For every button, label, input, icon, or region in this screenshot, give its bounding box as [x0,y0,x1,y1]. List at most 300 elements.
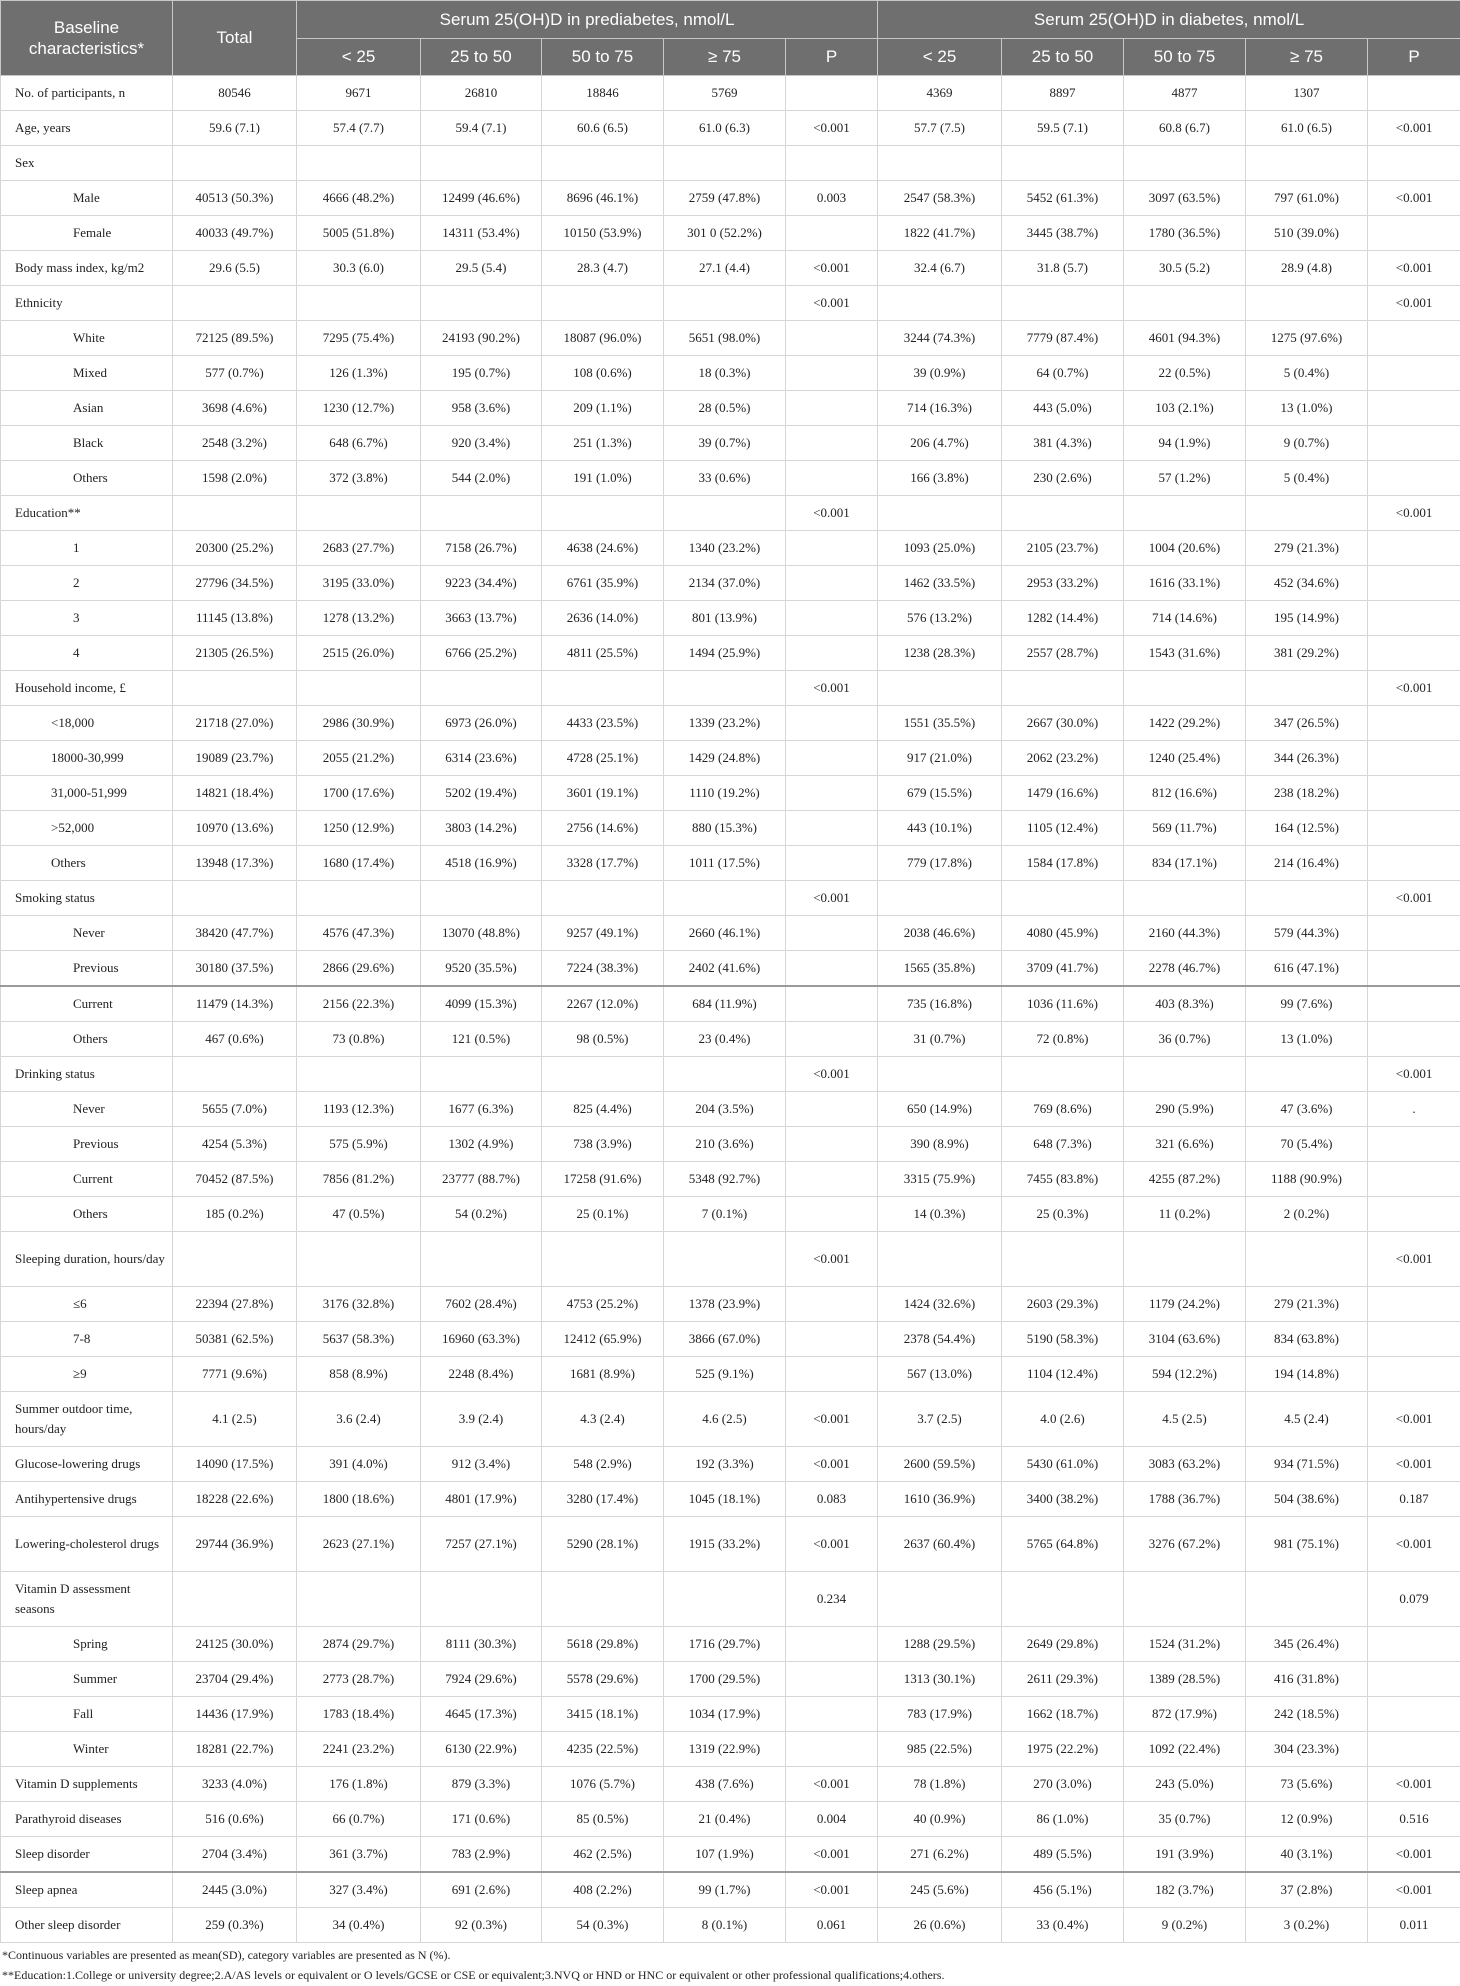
table-cell: 1238 (28.3%) [878,636,1002,671]
table-cell: <0.001 [786,251,878,286]
table-cell: 4518 (16.9%) [421,846,542,881]
table-cell: 1045 (18.1%) [664,1482,786,1517]
table-cell: 31.8 (5.7) [1002,251,1124,286]
table-cell [1002,1057,1124,1092]
table-cell: 0.061 [786,1908,878,1943]
table-cell [1246,1057,1368,1092]
table-cell: 1783 (18.4%) [297,1697,421,1732]
row-label: Male [1,181,173,216]
table-cell: 2683 (27.7%) [297,531,421,566]
table-cell: 31 (0.7%) [878,1022,1002,1057]
table-cell: 408 (2.2%) [542,1872,664,1908]
table-cell: 25 (0.1%) [542,1197,664,1232]
table-cell [1368,636,1460,671]
table-cell: <0.001 [1368,1872,1460,1908]
table-cell: 3276 (67.2%) [1124,1517,1246,1572]
table-cell [1368,321,1460,356]
table-cell: 390 (8.9%) [878,1127,1002,1162]
table-cell [786,776,878,811]
row-label: No. of participants, n [1,76,173,111]
table-cell: 489 (5.5%) [1002,1837,1124,1873]
table-cell: 4.5 (2.4) [1246,1392,1368,1447]
table-cell: <0.001 [1368,251,1460,286]
table-cell: 290 (5.9%) [1124,1092,1246,1127]
table-cell [542,1232,664,1287]
table-cell [786,1287,878,1322]
row-label: Vitamin D assessment seasons [1,1572,173,1627]
table-cell: 22 (0.5%) [1124,356,1246,391]
table-cell: 60.6 (6.5) [542,111,664,146]
table-cell: <0.001 [786,286,878,321]
table-cell: 259 (0.3%) [173,1908,297,1943]
table-cell [1368,741,1460,776]
table-cell: 1551 (35.5%) [878,706,1002,741]
table-row [1,356,1460,391]
table-cell: 40513 (50.3%) [173,181,297,216]
table-cell [421,671,542,706]
table-cell: 2660 (46.1%) [664,916,786,951]
header-pre-lt25: < 25 [297,39,421,76]
table-cell: 61.0 (6.3) [664,111,786,146]
header-group-prediabetes: Serum 25(OH)D in prediabetes, nmol/L [297,1,878,39]
table-cell: 1462 (33.5%) [878,566,1002,601]
table-cell: 18846 [542,76,664,111]
table-cell: 92 (0.3%) [421,1908,542,1943]
table-cell: 1780 (36.5%) [1124,216,1246,251]
table-cell: 3698 (4.6%) [173,391,297,426]
table-row [1,1092,1460,1127]
table-cell [1246,1572,1368,1627]
table-cell: 1616 (33.1%) [1124,566,1246,601]
table-cell: 21 (0.4%) [664,1802,786,1837]
table-cell: 510 (39.0%) [1246,216,1368,251]
table-cell: 107 (1.9%) [664,1837,786,1873]
table-cell: 1524 (31.2%) [1124,1627,1246,1662]
table-cell: 1700 (17.6%) [297,776,421,811]
table-cell: 1004 (20.6%) [1124,531,1246,566]
table-cell: 78 (1.8%) [878,1767,1002,1802]
table-cell: 2953 (33.2%) [1002,566,1124,601]
table-cell [1002,496,1124,531]
table-cell: 2756 (14.6%) [542,811,664,846]
table-cell: 9 (0.7%) [1246,426,1368,461]
table-cell: 5578 (29.6%) [542,1662,664,1697]
table-cell: 769 (8.6%) [1002,1092,1124,1127]
row-label: Others [1,1197,173,1232]
table-cell: 3.7 (2.5) [878,1392,1002,1447]
table-cell: 1800 (18.6%) [297,1482,421,1517]
table-cell: 14436 (17.9%) [173,1697,297,1732]
table-cell: 20300 (25.2%) [173,531,297,566]
table-cell: 185 (0.2%) [173,1197,297,1232]
table-cell: <0.001 [1368,1837,1460,1873]
table-cell [1368,1127,1460,1162]
table-cell: 4235 (22.5%) [542,1732,664,1767]
table-cell [786,1127,878,1162]
footnote-education: **Education:1.College or university degree;2.A/AS levels or equivalent or O levels/GCSE or CSE or equivalent;3.NVQ or HND or HNC or equivalent or other professional qualifications;4.others. [2,1968,945,1982]
table-cell: 23 (0.4%) [664,1022,786,1057]
table-cell [786,146,878,181]
table-cell: 1700 (29.5%) [664,1662,786,1697]
table-cell: 648 (7.3%) [1002,1127,1124,1162]
table-cell [542,1057,664,1092]
row-label: 18000-30,999 [1,741,173,776]
table-cell [421,1232,542,1287]
table-cell: <0.001 [786,881,878,916]
table-cell: 37 (2.8%) [1246,1872,1368,1908]
row-label: Mixed [1,356,173,391]
row-label: Black [1,426,173,461]
table-cell: 29.5 (5.4) [421,251,542,286]
table-cell [878,496,1002,531]
table-cell: 26810 [421,76,542,111]
table-cell: 504 (38.6%) [1246,1482,1368,1517]
table-row [1,881,1460,916]
table-cell: 98 (0.5%) [542,1022,664,1057]
table-cell: 5769 [664,76,786,111]
table-cell: 1240 (25.4%) [1124,741,1246,776]
row-label: Current [1,1162,173,1197]
table-cell: 779 (17.8%) [878,846,1002,881]
table-cell: 4433 (23.5%) [542,706,664,741]
table-cell [786,811,878,846]
table-cell: 1340 (23.2%) [664,531,786,566]
table-cell: 126 (1.3%) [297,356,421,391]
table-cell: 6130 (22.9%) [421,1732,542,1767]
table-cell [542,286,664,321]
table-cell: 714 (14.6%) [1124,601,1246,636]
table-cell [1368,216,1460,251]
table-cell: 171 (0.6%) [421,1802,542,1837]
table-cell: 30180 (37.5%) [173,951,297,987]
table-row [1,1802,1460,1837]
table-cell: 2603 (29.3%) [1002,1287,1124,1322]
table-cell: 3244 (74.3%) [878,321,1002,356]
table-cell: 834 (17.1%) [1124,846,1246,881]
table-cell: 576 (13.2%) [878,601,1002,636]
table-cell [173,881,297,916]
row-label: Age, years [1,111,173,146]
table-cell: 40 (0.9%) [878,1802,1002,1837]
table-cell: <0.001 [1368,671,1460,706]
table-cell: 86 (1.0%) [1002,1802,1124,1837]
table-cell [1246,146,1368,181]
row-label: Previous [1,951,173,987]
table-cell: 40 (3.1%) [1246,1837,1368,1873]
table-cell [297,286,421,321]
table-cell: 6973 (26.0%) [421,706,542,741]
table-cell: 3601 (19.1%) [542,776,664,811]
table-cell [542,671,664,706]
row-label: 7-8 [1,1322,173,1357]
table-cell: 4255 (87.2%) [1124,1162,1246,1197]
table-cell: 28.3 (4.7) [542,251,664,286]
table-cell: 192 (3.3%) [664,1447,786,1482]
table-cell: 50381 (62.5%) [173,1322,297,1357]
table-cell: 1188 (90.9%) [1246,1162,1368,1197]
table-cell [1368,1197,1460,1232]
row-label: Never [1,1092,173,1127]
table-cell [1002,671,1124,706]
table-cell [664,881,786,916]
table-cell [297,496,421,531]
table-cell [1246,496,1368,531]
table-cell [664,146,786,181]
table-cell [1124,671,1246,706]
table-cell: 14311 (53.4%) [421,216,542,251]
table-cell: 0.003 [786,181,878,216]
table-cell [1368,1162,1460,1197]
table-cell: 245 (5.6%) [878,1872,1002,1908]
table-cell: 73 (0.8%) [297,1022,421,1057]
table-cell: 1105 (12.4%) [1002,811,1124,846]
row-label: Ethnicity [1,286,173,321]
table-cell [1368,356,1460,391]
table-row [1,1908,1460,1943]
table-cell: 18087 (96.0%) [542,321,664,356]
table-cell: 10970 (13.6%) [173,811,297,846]
table-cell: 1788 (36.7%) [1124,1482,1246,1517]
row-label: Never [1,916,173,951]
table-cell [421,286,542,321]
table-row [1,496,1460,531]
table-cell: 1011 (17.5%) [664,846,786,881]
header-group-diabetes: Serum 25(OH)D in diabetes, nmol/L [878,1,1460,39]
table-cell [421,1057,542,1092]
table-cell: 443 (10.1%) [878,811,1002,846]
table-cell: 4753 (25.2%) [542,1287,664,1322]
table-cell: 1313 (30.1%) [878,1662,1002,1697]
table-cell: 271 (6.2%) [878,1837,1002,1873]
table-cell: 912 (3.4%) [421,1447,542,1482]
row-label: Current [1,986,173,1022]
table-cell [421,496,542,531]
table-row [1,1662,1460,1697]
table-cell: 5430 (61.0%) [1002,1447,1124,1482]
table-row [1,776,1460,811]
table-row [1,76,1460,111]
table-cell: 32.4 (6.7) [878,251,1002,286]
table-cell: 467 (0.6%) [173,1022,297,1057]
table-cell: 985 (22.5%) [878,1732,1002,1767]
table-cell: 920 (3.4%) [421,426,542,461]
table-cell: 4099 (15.3%) [421,986,542,1022]
table-cell: 0.004 [786,1802,878,1837]
table-cell: 5190 (58.3%) [1002,1322,1124,1357]
table-cell: 1565 (35.8%) [878,951,1002,987]
row-label: Education** [1,496,173,531]
table-row [1,706,1460,741]
row-label: ≥9 [1,1357,173,1392]
row-label: 1 [1,531,173,566]
table-cell [297,146,421,181]
table-cell: 2038 (46.6%) [878,916,1002,951]
table-cell: 2986 (30.9%) [297,706,421,741]
table-cell: 1275 (97.6%) [1246,321,1368,356]
table-cell: 2515 (26.0%) [297,636,421,671]
table-cell: 2445 (3.0%) [173,1872,297,1908]
table-cell: <0.001 [786,1057,878,1092]
table-cell: 4877 [1124,76,1246,111]
table-cell [421,1572,542,1627]
table-cell: 679 (15.5%) [878,776,1002,811]
table-cell [1368,1357,1460,1392]
table-cell: 3097 (63.5%) [1124,181,1246,216]
table-cell: 2156 (22.3%) [297,986,421,1022]
table-cell: <0.001 [786,1837,878,1873]
table-cell: 108 (0.6%) [542,356,664,391]
table-cell: 2636 (14.0%) [542,601,664,636]
table-cell: 575 (5.9%) [297,1127,421,1162]
table-cell: 361 (3.7%) [297,1837,421,1873]
table-cell: <0.001 [786,1447,878,1482]
table-row [1,636,1460,671]
table-cell: 60.8 (6.7) [1124,111,1246,146]
table-cell: 1915 (33.2%) [664,1517,786,1572]
table-cell: 577 (0.7%) [173,356,297,391]
table-cell [664,1232,786,1287]
table-cell: 5290 (28.1%) [542,1517,664,1572]
row-label: Fall [1,1697,173,1732]
table-cell [542,881,664,916]
table-cell: 1179 (24.2%) [1124,1287,1246,1322]
table-cell: 214 (16.4%) [1246,846,1368,881]
table-cell: 191 (3.9%) [1124,1837,1246,1873]
table-row [1,951,1460,987]
table-row [1,321,1460,356]
table-cell [786,1022,878,1057]
table-cell [786,1627,878,1662]
table-cell: <0.001 [1368,111,1460,146]
table-cell: 29744 (36.9%) [173,1517,297,1572]
table-cell: 381 (4.3%) [1002,426,1124,461]
table-cell: <0.001 [1368,1057,1460,1092]
table-cell: 9257 (49.1%) [542,916,664,951]
table-cell: <0.001 [786,496,878,531]
table-cell: 24193 (90.2%) [421,321,542,356]
table-cell: <0.001 [1368,1767,1460,1802]
table-cell: 1598 (2.0%) [173,461,297,496]
table-cell: 80546 [173,76,297,111]
table-cell: 4801 (17.9%) [421,1482,542,1517]
table-cell: 1584 (17.8%) [1002,846,1124,881]
table-cell: 194 (14.8%) [1246,1357,1368,1392]
table-cell [1368,1022,1460,1057]
table-row [1,1162,1460,1197]
table-cell: 5637 (58.3%) [297,1322,421,1357]
table-row [1,846,1460,881]
table-cell [1368,146,1460,181]
table-cell [786,1322,878,1357]
table-cell [786,1092,878,1127]
row-label: Sleep disorder [1,1837,173,1873]
table-cell: 3328 (17.7%) [542,846,664,881]
table-cell [664,1057,786,1092]
table-row [1,181,1460,216]
table-cell: 934 (71.5%) [1246,1447,1368,1482]
table-cell: 7924 (29.6%) [421,1662,542,1697]
table-cell: 2241 (23.2%) [297,1732,421,1767]
table-cell [878,881,1002,916]
table-row [1,1872,1460,1908]
table-cell: 7158 (26.7%) [421,531,542,566]
table-cell [786,321,878,356]
table-cell: <0.001 [1368,881,1460,916]
table-row [1,1627,1460,1662]
table-cell: 16960 (63.3%) [421,1322,542,1357]
table-cell: 516 (0.6%) [173,1802,297,1837]
table-cell: 525 (9.1%) [664,1357,786,1392]
table-cell: 1230 (12.7%) [297,391,421,426]
table-cell [664,671,786,706]
table-cell [786,986,878,1022]
table-cell: 438 (7.6%) [664,1767,786,1802]
table-cell [1368,1732,1460,1767]
table-cell [664,1572,786,1627]
table-cell: <0.001 [786,111,878,146]
table-cell: 1302 (4.9%) [421,1127,542,1162]
table-cell: 279 (21.3%) [1246,531,1368,566]
table-cell: 7779 (87.4%) [1002,321,1124,356]
table-cell [786,461,878,496]
row-label: Sex [1,146,173,181]
table-cell: 735 (16.8%) [878,986,1002,1022]
table-cell: 176 (1.8%) [297,1767,421,1802]
row-label: >52,000 [1,811,173,846]
table-cell: 1036 (11.6%) [1002,986,1124,1022]
table-cell: 13 (1.0%) [1246,391,1368,426]
table-cell [1368,776,1460,811]
table-cell: 1429 (24.8%) [664,741,786,776]
table-cell [421,881,542,916]
table-cell [664,496,786,531]
row-label: Body mass index, kg/m2 [1,251,173,286]
table-cell: 11 (0.2%) [1124,1197,1246,1232]
table-cell: 5452 (61.3%) [1002,181,1124,216]
table-row [1,1732,1460,1767]
table-cell [297,671,421,706]
table-cell: 548 (2.9%) [542,1447,664,1482]
table-cell: 8696 (46.1%) [542,181,664,216]
table-cell: 27.1 (4.4) [664,251,786,286]
table-cell: 3176 (32.8%) [297,1287,421,1322]
table-cell: <0.001 [786,1517,878,1572]
table-cell: 321 (6.6%) [1124,1127,1246,1162]
table-cell: 57.4 (7.7) [297,111,421,146]
table-cell: 2547 (58.3%) [878,181,1002,216]
table-cell [173,1572,297,1627]
table-cell: 164 (12.5%) [1246,811,1368,846]
table-cell [786,216,878,251]
table-cell: 5 (0.4%) [1246,356,1368,391]
table-cell [1124,1057,1246,1092]
table-cell [878,1572,1002,1627]
table-cell: 1677 (6.3%) [421,1092,542,1127]
table-cell: 381 (29.2%) [1246,636,1368,671]
table-cell: 29.6 (5.5) [173,251,297,286]
table-cell: 4254 (5.3%) [173,1127,297,1162]
table-row [1,601,1460,636]
table-cell: 243 (5.0%) [1124,1767,1246,1802]
table-cell: 8111 (30.3%) [421,1627,542,1662]
table-cell: 0.011 [1368,1908,1460,1943]
table-row [1,286,1460,321]
table-cell [1002,1572,1124,1627]
table-cell [1368,706,1460,741]
table-cell: 121 (0.5%) [421,1022,542,1057]
table-cell: 166 (3.8%) [878,461,1002,496]
table-cell [1368,1662,1460,1697]
